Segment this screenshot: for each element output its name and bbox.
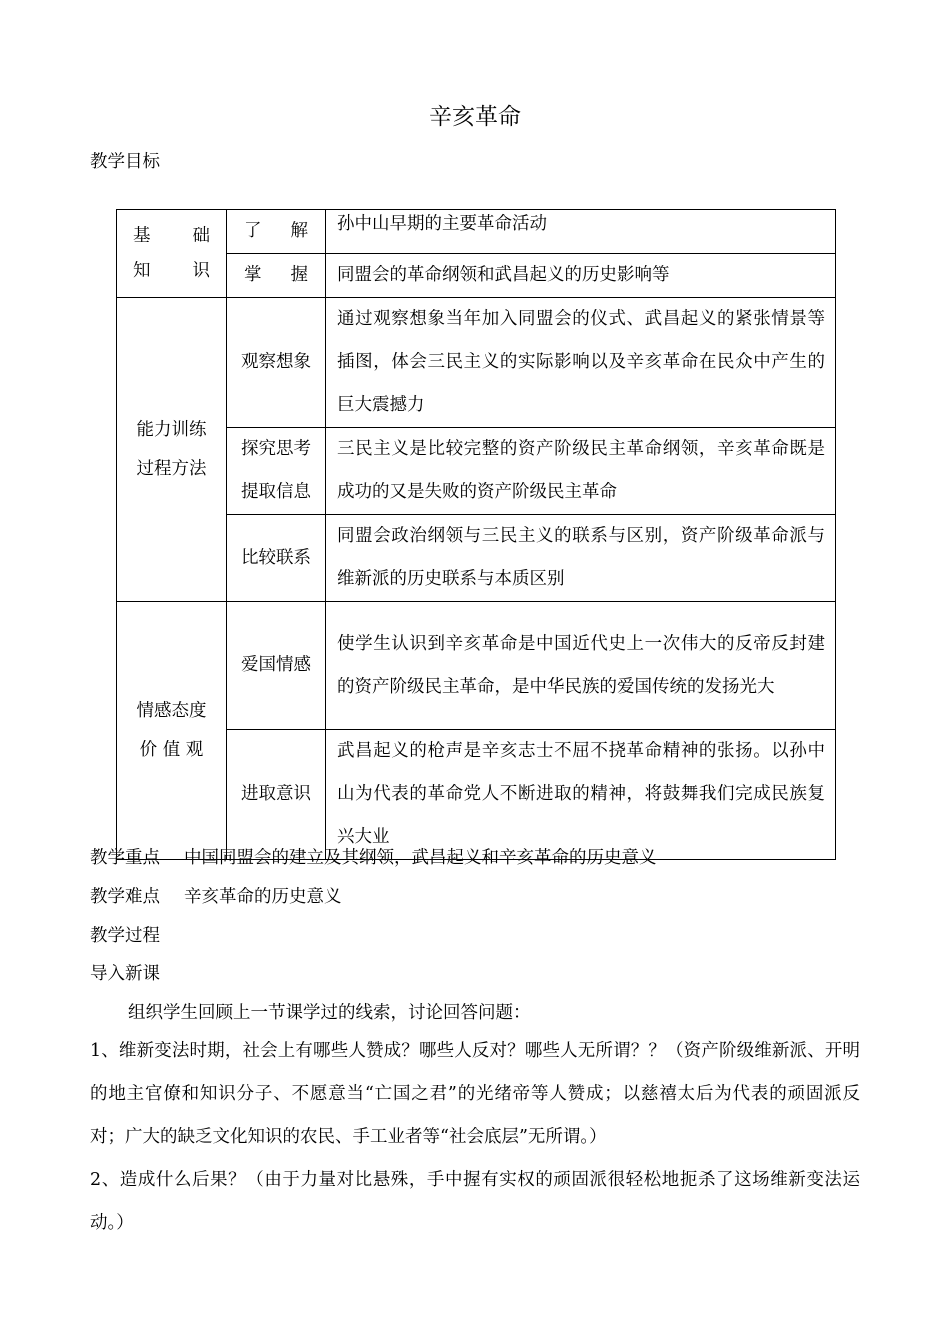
difficulty-label: 教学难点 [90,887,160,907]
desc-compare-connect: 同盟会政治纲领与三民主义的联系与区别，资产阶级革命派与维新派的历史联系与本质区别 [326,515,836,602]
objectives-heading: 教学目标 [90,152,160,172]
key-point-label: 教学重点 [90,848,160,868]
label-understand: 了 解 [227,210,326,254]
desc-observe-imagine: 通过观察想象当年加入同盟会的仪式、武昌起义的紧张情景等插图，体会三民主义的实际影响以及辛亥革命在民众中产生的巨大震撼力 [326,298,836,428]
label-compare-connect: 比较联系 [227,515,326,602]
key-point-text: 中国同盟会的建立及其纲领，武昌起义和辛亥革命的历史意义 [184,848,657,868]
category-basic-knowledge: 基 础 知 识 [117,210,227,298]
intro-text: 组织学生回顾上一节课学过的线索，讨论回答问题： [128,1003,531,1023]
process-heading: 教学过程 [90,926,160,946]
label-enterprise: 进取意识 [227,730,326,860]
intro-heading: 导入新课 [90,964,160,984]
desc-master: 同盟会的革命纲领和武昌起义的历史影响等 [326,254,836,298]
key-point [90,846,657,870]
difficulty-text: 辛亥革命的历史意义 [184,887,342,907]
label-patriotism: 爱国情感 [227,602,326,730]
difficulty [90,885,342,909]
table-row [117,210,836,254]
label-master: 掌 握 [227,254,326,298]
question-2: 2、造成什么后果？（由于力量对比悬殊，手中握有实权的顽固派很轻松地扼杀了这场维新变法运动。） [90,1170,860,1233]
table-row [117,298,836,428]
category-ability: 能力训练 过程方法 [117,298,227,602]
desc-understand: 孙中山早期的主要革命活动 [326,210,836,254]
table-row [117,602,836,730]
document-title: 辛亥革命 [429,104,521,130]
desc-explore-extract: 三民主义是比较完整的资产阶级民主革命纲领，辛亥革命既是成功的又是失败的资产阶级民主革命 [326,428,836,515]
desc-enterprise: 武昌起义的枪声是辛亥志士不屈不挠革命精神的张扬。以孙中山为代表的革命党人不断进取的精神，将鼓舞我们完成民族复兴大业 [326,730,836,860]
label-explore-extract: 探究思考 提取信息 [227,428,326,515]
objectives-table [116,209,836,860]
category-emotion: 情感态度 价 值 观 [117,602,227,860]
desc-patriotism: 使学生认识到辛亥革命是中国近代史上一次伟大的反帝反封建的资产阶级民主革命，是中华民族的爱国传统的发扬光大 [326,602,836,730]
label-observe-imagine: 观察想象 [227,298,326,428]
question-1: 1、维新变法时期，社会上有哪些人赞成？哪些人反对？哪些人无所谓？？（资产阶级维新派、开明的地主官僚和知识分子、不愿意当“亡国之君”的光绪帝等人赞成；以慈禧太后为代表的顽固派反对；广大的缺乏文化知识的农民、手工业者等“社会底层”无所谓。） [90,1041,860,1147]
